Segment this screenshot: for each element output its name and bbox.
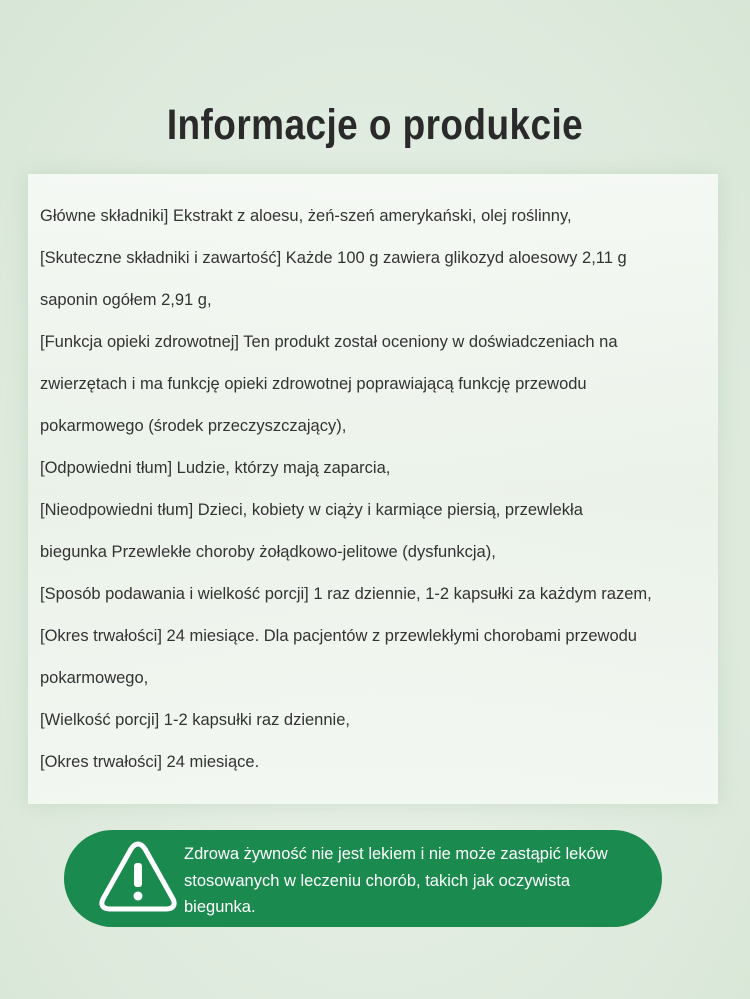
- warning-triangle-icon: [98, 839, 178, 913]
- info-line: Główne składniki] Ekstrakt z aloesu, żeń-szeń amerykański, olej roślinny,: [40, 207, 572, 225]
- health-warning-banner: [64, 830, 662, 927]
- info-line: saponin ogółem 2,91 g,: [40, 291, 212, 309]
- info-line: [Funkcja opieki zdrowotnej] Ten produkt został oceniony w doświadczeniach na: [40, 333, 618, 351]
- info-line: [Wielkość porcji] 1-2 kapsułki raz dziennie,: [40, 711, 350, 729]
- info-line: biegunka Przewlekłe choroby żołądkowo-jelitowe (dysfunkcja),: [40, 543, 496, 561]
- info-line: pokarmowego (środek przeczyszczający),: [40, 417, 347, 435]
- warning-line: Zdrowa żywność nie jest lekiem i nie może zastąpić leków: [184, 845, 608, 863]
- info-line: [Nieodpowiedni tłum] Dzieci, kobiety w ciąży i karmiące piersią, przewlekła: [40, 501, 583, 519]
- info-line: [Skuteczne składniki i zawartość] Każde 100 g zawiera glikozyd aloesowy 2,11 g: [40, 249, 627, 267]
- product-info-panel: [28, 174, 718, 804]
- info-line: [Okres trwałości] 24 miesiące.: [40, 753, 260, 771]
- info-line: [Okres trwałości] 24 miesiące. Dla pacjentów z przewlekłymi chorobami przewodu: [40, 627, 637, 645]
- warning-text: [184, 841, 654, 921]
- product-info-list: [40, 195, 716, 783]
- warning-line: biegunka.: [184, 898, 256, 916]
- info-line: [Sposób podawania i wielkość porcji] 1 raz dziennie, 1-2 kapsułki za każdym razem,: [40, 585, 652, 603]
- warning-line: stosowanych w leczeniu chorób, takich jak oczywista: [184, 871, 571, 890]
- info-line: [Odpowiedni tłum] Ludzie, którzy mają zaparcia,: [40, 459, 391, 477]
- page-title: Informacje o produkcie: [166, 100, 584, 149]
- info-line: pokarmowego,: [40, 669, 149, 687]
- info-line: zwierzętach i ma funkcję opieki zdrowotnej poprawiającą funkcję przewodu: [40, 375, 587, 393]
